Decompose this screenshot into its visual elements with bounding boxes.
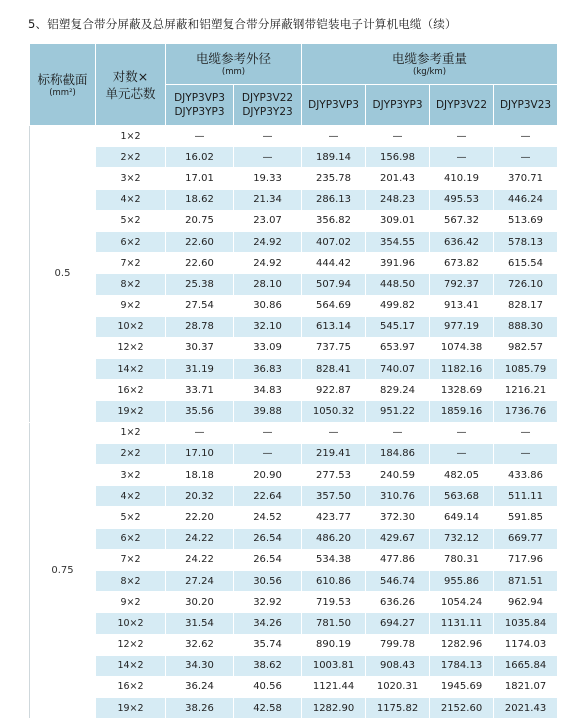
weight-1-cell: 357.50 (302, 486, 366, 507)
weight-4-cell: 871.51 (494, 570, 558, 591)
weight-2-cell: 309.01 (366, 210, 430, 231)
weight-4-cell: 1821.07 (494, 676, 558, 697)
weight-1-cell: 444.42 (302, 253, 366, 274)
table-row (30, 655, 558, 676)
diameter-2-cell: 35.74 (234, 634, 302, 655)
pairs-cell: 1×2 (96, 422, 166, 443)
weight-3-cell: 482.05 (430, 465, 494, 486)
weight-2-cell: 184.86 (366, 443, 430, 464)
diameter-1-cell: 36.24 (166, 676, 234, 697)
table-row (30, 295, 558, 316)
weight-4-cell: 1085.79 (494, 359, 558, 380)
weight-1-cell: — (302, 126, 366, 147)
weight-2-cell: 545.17 (366, 316, 430, 337)
diameter-1-cell: 30.20 (166, 592, 234, 613)
weight-2-cell: 372.30 (366, 507, 430, 528)
weight-3-cell: — (430, 422, 494, 443)
diameter-2-cell: 28.10 (234, 274, 302, 295)
diameter-1-cell: 34.30 (166, 655, 234, 676)
weight-2-cell: 951.22 (366, 401, 430, 422)
weight-2-cell: 799.78 (366, 634, 430, 655)
weight-2-cell: 908.43 (366, 655, 430, 676)
header-col-d1-line2: DJYP3YP3 (174, 106, 225, 118)
table-row (30, 210, 558, 231)
header-weight-label: 电缆参考重量 (392, 51, 468, 66)
weight-1-cell: 407.02 (302, 231, 366, 252)
weight-3-cell: 1282.96 (430, 634, 494, 655)
weight-2-cell: 636.26 (366, 592, 430, 613)
pairs-cell: 5×2 (96, 507, 166, 528)
diameter-1-cell: 22.60 (166, 253, 234, 274)
weight-1-cell: 486.20 (302, 528, 366, 549)
diameter-2-cell: 38.62 (234, 655, 302, 676)
table-body (30, 126, 558, 719)
table-row (30, 316, 558, 337)
table-row (30, 274, 558, 295)
diameter-1-cell: 22.20 (166, 507, 234, 528)
pairs-cell: 9×2 (96, 295, 166, 316)
weight-4-cell: 888.30 (494, 316, 558, 337)
diameter-1-cell: 16.02 (166, 147, 234, 168)
weight-4-cell: 982.57 (494, 337, 558, 358)
pairs-cell: 14×2 (96, 359, 166, 380)
weight-4-cell: 513.69 (494, 210, 558, 231)
weight-4-cell: 1174.03 (494, 634, 558, 655)
diameter-1-cell: 24.22 (166, 549, 234, 570)
diameter-1-cell: 22.60 (166, 231, 234, 252)
weight-3-cell: 913.41 (430, 295, 494, 316)
weight-4-cell: 1216.21 (494, 380, 558, 401)
header-diameter-unit: (mm) (221, 67, 246, 77)
weight-4-cell: 446.24 (494, 189, 558, 210)
weight-2-cell: 391.96 (366, 253, 430, 274)
weight-1-cell: 235.78 (302, 168, 366, 189)
weight-3-cell: 567.32 (430, 210, 494, 231)
pairs-cell: 2×2 (96, 443, 166, 464)
table-row (30, 592, 558, 613)
header-col-w3: DJYP3V22 (430, 85, 494, 126)
weight-4-cell: 433.86 (494, 465, 558, 486)
diameter-2-cell: 40.56 (234, 676, 302, 697)
table-row (30, 676, 558, 697)
weight-1-cell: 1121.44 (302, 676, 366, 697)
header-section-unit: (mm²) (49, 87, 76, 98)
header-col-d1 (166, 85, 234, 126)
weight-2-cell: 1175.82 (366, 698, 430, 719)
section-size-cell: 0.5 (30, 126, 96, 423)
diameter-2-cell: 24.52 (234, 507, 302, 528)
table-row (30, 231, 558, 252)
cable-spec-table (29, 43, 558, 719)
weight-1-cell: — (302, 422, 366, 443)
weight-1-cell: 781.50 (302, 613, 366, 634)
diameter-2-cell: 30.56 (234, 570, 302, 591)
weight-3-cell: 636.42 (430, 231, 494, 252)
weight-3-cell: 1074.38 (430, 337, 494, 358)
weight-1-cell: 828.41 (302, 359, 366, 380)
weight-4-cell: 591.85 (494, 507, 558, 528)
weight-4-cell: 1035.84 (494, 613, 558, 634)
weight-4-cell: — (494, 147, 558, 168)
weight-3-cell: 792.37 (430, 274, 494, 295)
header-weight (302, 44, 558, 85)
header-col-w1: DJYP3VP3 (302, 85, 366, 126)
weight-4-cell: 726.10 (494, 274, 558, 295)
weight-3-cell: 563.68 (430, 486, 494, 507)
table-row (30, 465, 558, 486)
table-row (30, 337, 558, 358)
weight-4-cell: 370.71 (494, 168, 558, 189)
weight-1-cell: 189.14 (302, 147, 366, 168)
diameter-1-cell: 18.18 (166, 465, 234, 486)
diameter-2-cell: 39.88 (234, 401, 302, 422)
table-row (30, 422, 558, 443)
weight-2-cell: 156.98 (366, 147, 430, 168)
weight-1-cell: 1003.81 (302, 655, 366, 676)
diameter-1-cell: — (166, 422, 234, 443)
weight-3-cell: — (430, 147, 494, 168)
weight-2-cell: 201.43 (366, 168, 430, 189)
diameter-2-cell: — (234, 126, 302, 147)
weight-1-cell: 356.82 (302, 210, 366, 231)
weight-2-cell: 240.59 (366, 465, 430, 486)
weight-3-cell: 1182.16 (430, 359, 494, 380)
diameter-1-cell: 20.75 (166, 210, 234, 231)
diameter-2-cell: 33.09 (234, 337, 302, 358)
weight-2-cell: 694.27 (366, 613, 430, 634)
weight-3-cell: — (430, 126, 494, 147)
diameter-1-cell: 30.37 (166, 337, 234, 358)
header-section (30, 44, 96, 126)
pairs-cell: 10×2 (96, 316, 166, 337)
weight-4-cell: 1665.84 (494, 655, 558, 676)
weight-4-cell: — (494, 443, 558, 464)
weight-1-cell: 564.69 (302, 295, 366, 316)
diameter-2-cell: 26.54 (234, 528, 302, 549)
weight-1-cell: 610.86 (302, 570, 366, 591)
diameter-2-cell: 36.83 (234, 359, 302, 380)
weight-3-cell: 977.19 (430, 316, 494, 337)
diameter-1-cell: 32.62 (166, 634, 234, 655)
diameter-2-cell: 20.90 (234, 465, 302, 486)
weight-1-cell: 286.13 (302, 189, 366, 210)
diameter-2-cell: 22.64 (234, 486, 302, 507)
weight-4-cell: 578.13 (494, 231, 558, 252)
weight-4-cell: 669.77 (494, 528, 558, 549)
weight-2-cell: 310.76 (366, 486, 430, 507)
diameter-2-cell: 32.92 (234, 592, 302, 613)
weight-3-cell: 1784.13 (430, 655, 494, 676)
weight-1-cell: 890.19 (302, 634, 366, 655)
diameter-1-cell: 31.19 (166, 359, 234, 380)
section-size-cell: 0.75 (30, 422, 96, 719)
weight-2-cell: 477.86 (366, 549, 430, 570)
weight-1-cell: 737.75 (302, 337, 366, 358)
weight-4-cell: 2021.43 (494, 698, 558, 719)
weight-1-cell: 277.53 (302, 465, 366, 486)
table-row (30, 698, 558, 719)
diameter-1-cell: 38.26 (166, 698, 234, 719)
weight-2-cell: — (366, 126, 430, 147)
table-row (30, 253, 558, 274)
header-pairs (96, 44, 166, 126)
header-diameter (166, 44, 302, 85)
weight-2-cell: 546.74 (366, 570, 430, 591)
diameter-2-cell: 34.83 (234, 380, 302, 401)
weight-3-cell: 955.86 (430, 570, 494, 591)
table-row (30, 528, 558, 549)
table-row (30, 570, 558, 591)
diameter-2-cell: — (234, 422, 302, 443)
pairs-cell: 6×2 (96, 231, 166, 252)
weight-3-cell: — (430, 443, 494, 464)
diameter-1-cell: 17.10 (166, 443, 234, 464)
weight-2-cell: — (366, 422, 430, 443)
weight-2-cell: 499.82 (366, 295, 430, 316)
weight-2-cell: 1020.31 (366, 676, 430, 697)
weight-2-cell: 354.55 (366, 231, 430, 252)
pairs-cell: 8×2 (96, 570, 166, 591)
diameter-2-cell: 24.92 (234, 253, 302, 274)
page-title: 5、铝塑复合带分屏蔽及总屏蔽和铝塑复合带分屏蔽钢带铠装电子计算机电缆（续） (28, 17, 457, 31)
diameter-2-cell: 19.33 (234, 168, 302, 189)
table-row (30, 147, 558, 168)
weight-3-cell: 410.19 (430, 168, 494, 189)
weight-4-cell: 511.11 (494, 486, 558, 507)
weight-1-cell: 1282.90 (302, 698, 366, 719)
pairs-cell: 14×2 (96, 655, 166, 676)
weight-4-cell: — (494, 126, 558, 147)
pairs-cell: 3×2 (96, 168, 166, 189)
header-col-d2-line2: DJYP3Y23 (242, 106, 293, 118)
diameter-2-cell: 42.58 (234, 698, 302, 719)
weight-3-cell: 673.82 (430, 253, 494, 274)
table-row (30, 507, 558, 528)
weight-3-cell: 1328.69 (430, 380, 494, 401)
pairs-cell: 1×2 (96, 126, 166, 147)
pairs-cell: 12×2 (96, 337, 166, 358)
diameter-1-cell: 25.38 (166, 274, 234, 295)
diameter-2-cell: 30.86 (234, 295, 302, 316)
table-row (30, 549, 558, 570)
header-col-w4: DJYP3V23 (494, 85, 558, 126)
table-row (30, 168, 558, 189)
pairs-cell: 7×2 (96, 549, 166, 570)
table-row (30, 189, 558, 210)
weight-1-cell: 613.14 (302, 316, 366, 337)
diameter-2-cell: — (234, 443, 302, 464)
header-section-label: 标称截面 (37, 71, 88, 87)
weight-3-cell: 780.31 (430, 549, 494, 570)
header-diameter-label: 电缆参考外径 (196, 51, 272, 66)
weight-1-cell: 719.53 (302, 592, 366, 613)
weight-3-cell: 2152.60 (430, 698, 494, 719)
pairs-cell: 16×2 (96, 380, 166, 401)
header-col-w2: DJYP3YP3 (366, 85, 430, 126)
weight-1-cell: 423.77 (302, 507, 366, 528)
weight-1-cell: 534.38 (302, 549, 366, 570)
diameter-1-cell: 20.32 (166, 486, 234, 507)
pairs-cell: 16×2 (96, 676, 166, 697)
weight-2-cell: 429.67 (366, 528, 430, 549)
diameter-1-cell: 35.56 (166, 401, 234, 422)
diameter-1-cell: 18.62 (166, 189, 234, 210)
header-col-d2-line1: DJYP3V22 (241, 92, 294, 104)
pairs-cell: 5×2 (96, 210, 166, 231)
weight-3-cell: 1054.24 (430, 592, 494, 613)
diameter-1-cell: 27.24 (166, 570, 234, 591)
pairs-cell: 10×2 (96, 613, 166, 634)
diameter-2-cell: 32.10 (234, 316, 302, 337)
diameter-2-cell: 21.34 (234, 189, 302, 210)
diameter-1-cell: 33.71 (166, 380, 234, 401)
table-row (30, 380, 558, 401)
weight-4-cell: 828.17 (494, 295, 558, 316)
table-row (30, 613, 558, 634)
weight-1-cell: 219.41 (302, 443, 366, 464)
diameter-2-cell: 34.26 (234, 613, 302, 634)
weight-3-cell: 649.14 (430, 507, 494, 528)
header-pairs-line2: 单元芯数 (105, 85, 156, 101)
weight-3-cell: 1859.16 (430, 401, 494, 422)
pairs-cell: 7×2 (96, 253, 166, 274)
table-row (30, 359, 558, 380)
weight-3-cell: 732.12 (430, 528, 494, 549)
pairs-cell: 12×2 (96, 634, 166, 655)
weight-1-cell: 1050.32 (302, 401, 366, 422)
weight-2-cell: 653.97 (366, 337, 430, 358)
weight-1-cell: 922.87 (302, 380, 366, 401)
pairs-cell: 2×2 (96, 147, 166, 168)
weight-4-cell: 1736.76 (494, 401, 558, 422)
diameter-2-cell: 23.07 (234, 210, 302, 231)
weight-2-cell: 740.07 (366, 359, 430, 380)
weight-2-cell: 829.24 (366, 380, 430, 401)
pairs-cell: 3×2 (96, 465, 166, 486)
pairs-cell: 4×2 (96, 189, 166, 210)
weight-3-cell: 495.53 (430, 189, 494, 210)
pairs-cell: 19×2 (96, 401, 166, 422)
pairs-cell: 19×2 (96, 698, 166, 719)
weight-2-cell: 248.23 (366, 189, 430, 210)
pairs-cell: 6×2 (96, 528, 166, 549)
table-row (30, 401, 558, 422)
diameter-1-cell: 28.78 (166, 316, 234, 337)
header-pairs-line1: 对数× (112, 68, 149, 84)
weight-4-cell: 962.94 (494, 592, 558, 613)
diameter-1-cell: 31.54 (166, 613, 234, 634)
diameter-1-cell: — (166, 126, 234, 147)
pairs-cell: 8×2 (96, 274, 166, 295)
header-col-d1-line1: DJYP3VP3 (174, 92, 225, 104)
weight-3-cell: 1945.69 (430, 676, 494, 697)
diameter-2-cell: — (234, 147, 302, 168)
weight-1-cell: 507.94 (302, 274, 366, 295)
diameter-2-cell: 26.54 (234, 549, 302, 570)
weight-4-cell: 615.54 (494, 253, 558, 274)
table-row (30, 443, 558, 464)
diameter-1-cell: 17.01 (166, 168, 234, 189)
weight-4-cell: — (494, 422, 558, 443)
header-weight-unit: (kg/km) (413, 67, 447, 77)
weight-2-cell: 448.50 (366, 274, 430, 295)
pairs-cell: 9×2 (96, 592, 166, 613)
table-row (30, 486, 558, 507)
pairs-cell: 4×2 (96, 486, 166, 507)
diameter-1-cell: 27.54 (166, 295, 234, 316)
table-row (30, 126, 558, 147)
table-row (30, 634, 558, 655)
diameter-2-cell: 24.92 (234, 231, 302, 252)
weight-4-cell: 717.96 (494, 549, 558, 570)
diameter-1-cell: 24.22 (166, 528, 234, 549)
weight-3-cell: 1131.11 (430, 613, 494, 634)
header-col-d2 (234, 85, 302, 126)
